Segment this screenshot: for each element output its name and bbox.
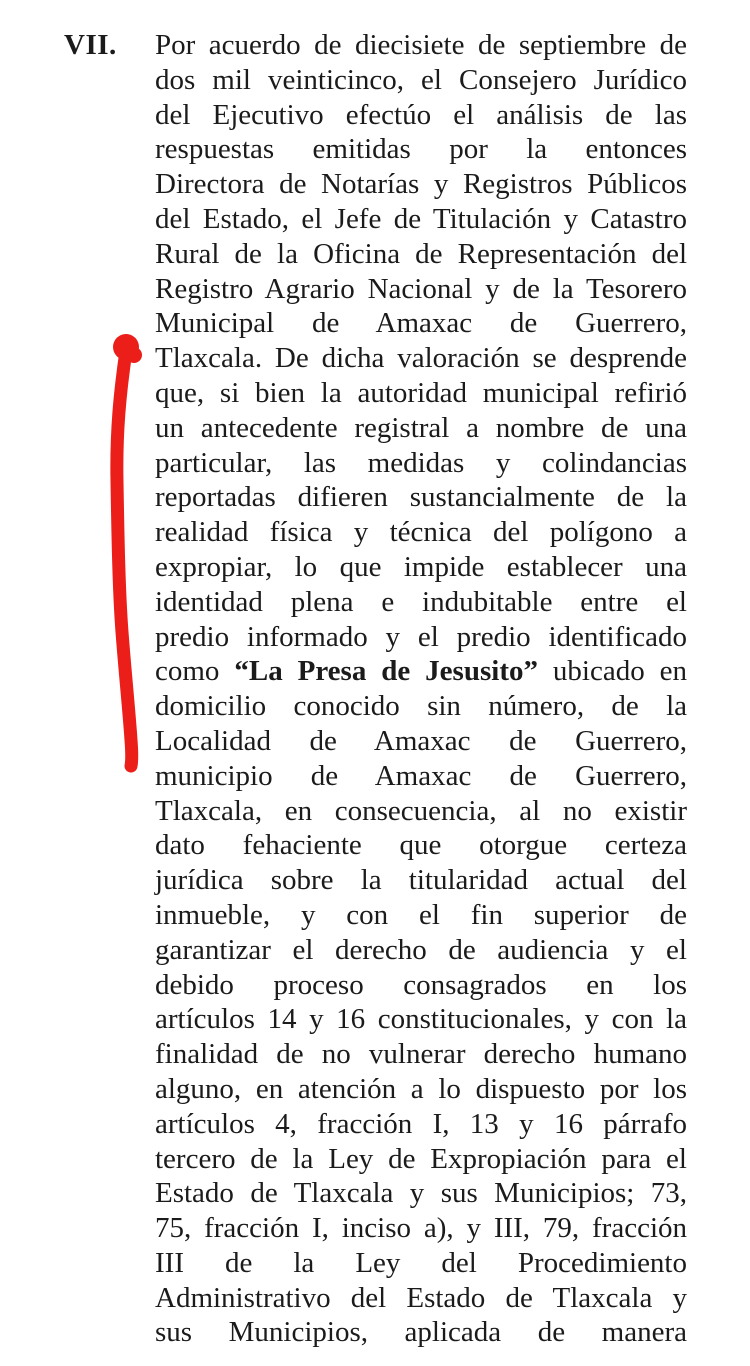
text-line [155, 1002, 687, 1037]
text-line [155, 237, 687, 272]
text-segment: del Estado, el Jefe de Titulación y Catastro [155, 202, 687, 235]
text-segment: Tlaxcala. De dicha valoración se desprende [155, 342, 687, 375]
text-segment: realidad física y técnica del polígono a [155, 516, 687, 549]
text-segment: finalidad de no vulnerar derecho humano [155, 1038, 687, 1071]
text-line [155, 759, 687, 794]
text-line [155, 28, 687, 63]
text-segment: del Ejecutivo efectúo el análisis de las [155, 98, 687, 131]
text-segment: como [155, 655, 235, 688]
text-line [155, 132, 687, 167]
text-segment: Por acuerdo de diecisiete de septiembre de [155, 29, 687, 61]
text-segment: respuestas emitidas por la entonces [155, 133, 687, 166]
text-segment: debido proceso consagrados en los [155, 968, 687, 1001]
text-segment: sus Municipios, aplicada de manera [155, 1316, 687, 1349]
text-segment: Administrativo del Estado de Tlaxcala y [155, 1281, 687, 1314]
text-line [155, 376, 687, 411]
text-line [155, 933, 687, 968]
annotation-stroke-path [117, 351, 132, 766]
text-line [155, 794, 687, 829]
text-segment: artículos 4, fracción I, 13 y 16 párrafo [155, 1107, 687, 1140]
text-line [155, 1176, 687, 1211]
paragraph [155, 28, 687, 1350]
text-segment: identidad plena e indubitable entre el [155, 585, 687, 618]
text-segment: Tlaxcala, en consecuencia, al no existir [155, 794, 687, 827]
text-line [155, 1281, 687, 1316]
text-line [155, 585, 687, 620]
text-segment: Rural de la Oficina de Representación del [155, 237, 687, 270]
text-line [155, 898, 687, 933]
text-segment: municipio de Amaxac de Guerrero, [155, 759, 687, 792]
text-segment: predio informado y el predio identificado [155, 620, 687, 653]
annotation-stroke-head-bump [126, 347, 142, 363]
text-line [155, 1246, 687, 1281]
text-segment: III de la Ley del Procedimiento [155, 1246, 687, 1279]
text-line [155, 1072, 687, 1107]
text-line [155, 689, 687, 724]
text-line [155, 446, 687, 481]
text-segment: domicilio conocido sin número, de la [155, 690, 687, 723]
text-line [155, 1315, 687, 1350]
text-segment: tercero de la Ley de Expropiación para el [155, 1142, 687, 1175]
text-line [155, 968, 687, 1003]
text-segment: Estado de Tlaxcala y sus Municipios; 73, [155, 1177, 687, 1210]
text-line [155, 272, 687, 307]
text-segment: Localidad de Amaxac de Guerrero, [155, 724, 687, 757]
text-line [155, 480, 687, 515]
text-line [155, 98, 687, 133]
text-segment: garantizar el derecho de audiencia y el [155, 933, 687, 966]
text-segment: dos mil veinticinco, el Consejero Jurídico [155, 63, 687, 96]
annotation-stroke-head [113, 334, 139, 360]
text-segment: Municipal de Amaxac de Guerrero, [155, 307, 687, 340]
text-line [155, 828, 687, 863]
text-segment: 75, fracción I, inciso a), y III, 79, fracción [155, 1212, 687, 1245]
text-line [155, 1037, 687, 1072]
text-segment: particular, las medidas y colindancias [155, 446, 687, 479]
text-segment: alguno, en atención a lo dispuesto por los [155, 1072, 687, 1105]
text-segment: Registro Agrario Nacional y de la Tesorero [155, 272, 687, 305]
text-line [155, 654, 687, 689]
text-line [155, 341, 687, 376]
text-segment: un antecedente registral a nombre de una [155, 411, 687, 444]
text-segment: que, si bien la autoridad municipal refirió [155, 376, 687, 409]
text-line [155, 411, 687, 446]
text-line [155, 550, 687, 585]
text-segment: inmueble, y con el fin superior de [155, 898, 687, 931]
text-line [155, 724, 687, 759]
text-line [155, 63, 687, 98]
list-item-number: VII. [64, 29, 117, 61]
text-segment: expropiar, lo que impide establecer una [155, 550, 687, 583]
text-line [155, 1107, 687, 1142]
text-line [155, 202, 687, 237]
text-line [155, 620, 687, 655]
text-segment: dato fehaciente que otorgue certeza [155, 829, 687, 862]
text-line [155, 1211, 687, 1246]
text-line [155, 863, 687, 898]
text-segment: ubicado en [537, 655, 687, 688]
text-line [155, 306, 687, 341]
text-segment: Directora de Notarías y Registros Públicos [155, 168, 687, 201]
text-segment: reportadas difieren sustancialmente de la [155, 481, 687, 514]
text-segment: jurídica sobre la titularidad actual del [155, 864, 687, 897]
text-segment: artículos 14 y 16 constitucionales, y con la [155, 1003, 687, 1036]
text-line [155, 1142, 687, 1177]
bold-phrase: “La Presa de Jesusito” [234, 655, 538, 688]
text-line [155, 515, 687, 550]
text-line [155, 167, 687, 202]
